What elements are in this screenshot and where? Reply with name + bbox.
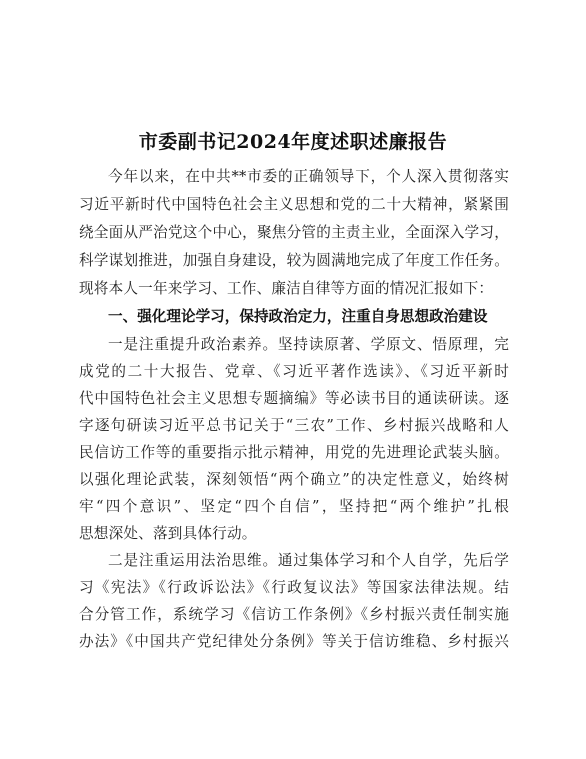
para1-line: 牢“四个意识”、坚定“四个自信”，坚持把“两个维护”扎根 (79, 498, 509, 515)
para2-line: 合分管工作，系统学习《信访工作条例》《乡村振兴责任制实施 (79, 606, 509, 623)
intro-line: 今年以来，在中共**市委的正确领导下，个人深入贯彻落实 (108, 168, 509, 185)
para2-line: 办法》《中国共产党纪律处分条例》等关于信访维稳、乡村振兴 (79, 633, 509, 650)
para1-line: 字逐句研读习近平总书记关于“三农”工作、乡村振兴战略和人 (79, 417, 509, 434)
intro-line: 科学谋划推进，加强自身建设，较为圆满地完成了年度工作任务。 (79, 252, 509, 269)
para1-line: 民信访工作等的重要指示批示精神，用党的先进理论武装头脑。 (79, 444, 509, 461)
para2-line: 习《宪法》《行政诉讼法》《行政复议法》等国家法律法规。结 (79, 579, 509, 596)
para2-line: 二是注重运用法治思维。通过集体学习和个人自学，先后学 (108, 552, 509, 569)
intro-line: 现将本人一年来学习、工作、廉洁自律等方面的情况汇报如下： (79, 280, 494, 297)
para1-line: 代中国特色社会主义思想专题摘编》等必读书目的通读研读。逐 (79, 390, 509, 407)
para1-line: 成党的二十大报告、党章、《习近平著作选读》、《习近平新时 (79, 363, 509, 380)
intro-line: 绕全面从严治党这个中心，聚焦分管的主责主业，全面深入学习， (79, 224, 509, 241)
document-title: 市委副书记2024年度述职述廉报告 (138, 131, 448, 153)
para1-line: 以强化理论武装，深刻领悟“两个确立”的决定性意义，始终树 (79, 471, 509, 488)
para1-line: 一是注重提升政治素养。坚持读原著、学原文、悟原理，完 (108, 336, 509, 353)
section-heading: 一、强化理论学习，保持政治定力，注重自身思想政治建设 (108, 308, 488, 325)
para1-line: 思想深处、落到具体行动。 (79, 525, 257, 542)
intro-line: 习近平新时代中国特色社会主义思想和党的二十大精神，紧紧围 (79, 196, 509, 213)
